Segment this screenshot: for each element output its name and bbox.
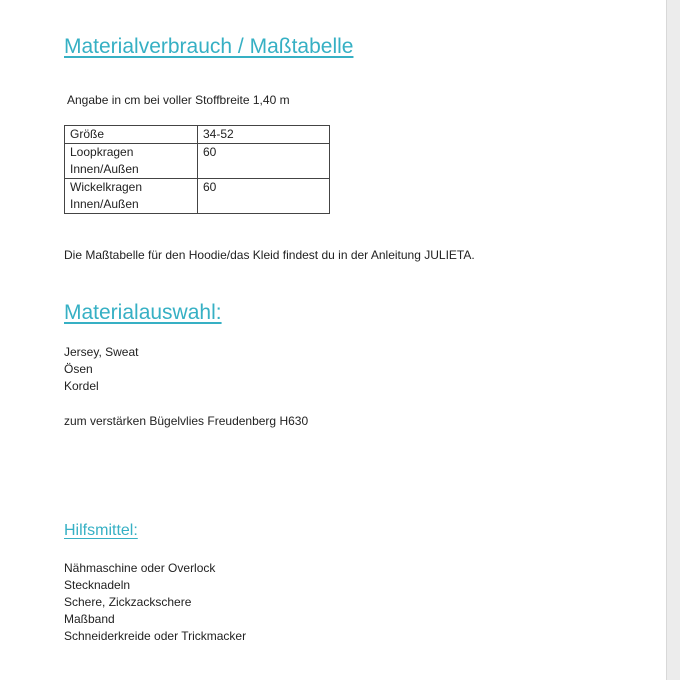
- table-row: [65, 144, 330, 179]
- cell-line: Innen/Außen: [70, 162, 139, 176]
- materials-heading: Materialauswahl:: [64, 301, 222, 324]
- list-item: Jersey, Sweat: [64, 345, 139, 359]
- list-item: Maßband: [64, 612, 115, 626]
- reinforcement-text: zum verstärken Bügelvlies Freudenberg H630: [64, 414, 309, 428]
- intro-text: Angabe in cm bei voller Stoffbreite 1,40 m: [67, 93, 290, 107]
- list-item: Nähmaschine oder Overlock: [64, 561, 216, 575]
- materials-list: [64, 344, 138, 395]
- table-cell: 34-52: [198, 126, 330, 144]
- cell-line: Innen/Außen: [70, 197, 139, 211]
- table-cell: 60: [198, 144, 330, 179]
- list-item: Ösen: [64, 362, 93, 376]
- tools-list: [64, 560, 246, 645]
- list-item: Schneiderkreide oder Trickmacker: [64, 629, 247, 643]
- viewer-gutter: [667, 0, 680, 680]
- cell-line: Loopkragen: [70, 145, 134, 159]
- table-cell: Größe: [65, 126, 198, 144]
- tools-heading: Hilfsmittel:: [64, 522, 138, 539]
- table-cell: [65, 144, 198, 179]
- list-item: Schere, Zickzackschere: [64, 595, 192, 609]
- table-header-row: [65, 126, 330, 144]
- cell-line: Wickelkragen: [70, 180, 143, 194]
- table-cell: [65, 179, 198, 214]
- size-chart-note: Die Maßtabelle für den Hoodie/das Kleid findest du in der Anleitung JULIETA.: [64, 248, 475, 262]
- list-item: Stecknadeln: [64, 578, 131, 592]
- page-title: Materialverbrauch / Maßtabelle: [64, 35, 354, 58]
- size-table: [64, 125, 330, 214]
- table-row: [65, 179, 330, 214]
- list-item: Kordel: [64, 379, 99, 393]
- table-cell: 60: [198, 179, 330, 214]
